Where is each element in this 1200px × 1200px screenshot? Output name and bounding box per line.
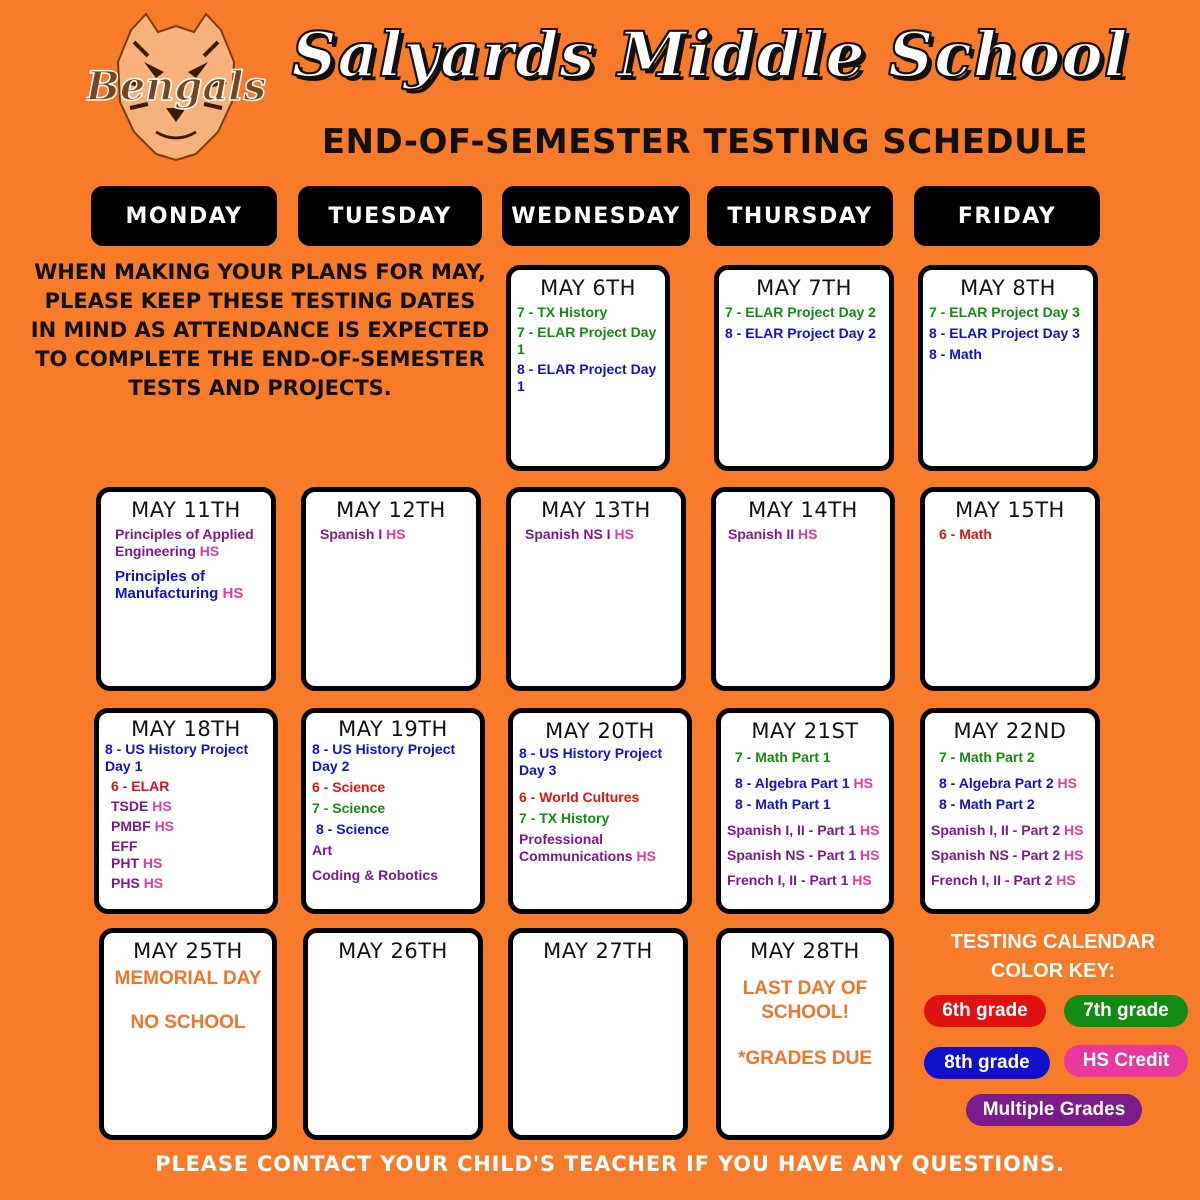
card-entry: 8 - US History Project Day 2: [312, 741, 456, 774]
day-card-may20: [508, 708, 692, 914]
header-tuesday: TUESDAY: [298, 186, 482, 246]
card-date: MAY 21ST: [751, 719, 859, 743]
day-card-may11: [96, 487, 276, 691]
card-date: MAY 8TH: [960, 276, 1056, 300]
hs-tag: HS: [1064, 822, 1084, 838]
day-card-may22: [920, 708, 1100, 914]
key-multiple-grades: Multiple Grades: [966, 1094, 1142, 1126]
day-card-may19: [301, 708, 485, 914]
card-date: MAY 18TH: [131, 717, 241, 741]
footer-message: PLEASE CONTACT YOUR CHILD'S TEACHER IF YOU HAVE ANY QUESTIONS.: [155, 1152, 1065, 1176]
card-entry: 8 - ELAR Project Day 1: [517, 361, 657, 394]
card-date: MAY 28TH: [750, 939, 860, 963]
grades-due-note: *GRADES DUE: [737, 1048, 873, 1069]
header-thursday: THURSDAY: [707, 186, 893, 246]
card-date: MAY 22ND: [953, 719, 1067, 743]
card-entry: Spanish I, II - Part 2 HS: [931, 822, 1084, 838]
holiday-note: MEMORIAL DAY: [114, 968, 262, 989]
day-card-may12: [301, 487, 481, 691]
card-entry: 8 - Science: [316, 821, 390, 837]
hs-tag: HS: [636, 848, 656, 864]
hs-tag: HS: [143, 875, 164, 891]
hs-tag: HS: [798, 526, 818, 542]
day-card-may8: [918, 265, 1098, 471]
hs-tag: HS: [154, 818, 175, 834]
card-entry: 8 - ELAR Project Day 3: [929, 325, 1080, 341]
page-title: Salyards Middle School: [291, 18, 1129, 91]
card-entry: 7 - TX History: [519, 810, 610, 826]
card-entry: Spanish I, II - Part 1 HS: [727, 822, 880, 838]
card-entry: 7 - ELAR Project Day 2: [725, 304, 876, 320]
card-entry: Principles of Manufacturing HS: [115, 568, 244, 602]
card-entry: PHS HS: [111, 875, 164, 891]
day-card-may21: [716, 708, 894, 914]
hs-tag: HS: [852, 872, 872, 888]
card-date: MAY 7TH: [756, 276, 852, 300]
card-date: MAY 20TH: [545, 719, 655, 743]
card-date: MAY 11TH: [131, 498, 241, 522]
card-entry: Spanish NS I HS: [525, 526, 634, 542]
card-entry: 8 - Math Part 1: [735, 796, 831, 812]
card-entry: 6 - ELAR: [111, 778, 170, 794]
key-6th-grade: 6th grade: [924, 995, 1046, 1027]
last-day-note: LAST DAY OF SCHOOL!: [742, 978, 868, 1023]
color-key-title: TESTING CALENDAR COLOR KEY:: [950, 931, 1156, 982]
hs-tag: HS: [860, 847, 880, 863]
card-date: MAY 15TH: [955, 498, 1065, 522]
card-date: MAY 25TH: [133, 939, 243, 963]
key-hs-credit: HS Credit: [1064, 1045, 1188, 1077]
header-wednesday: WEDNESDAY: [502, 186, 690, 246]
day-card-may18: [94, 708, 278, 914]
card-entry: 7 - Science: [312, 800, 386, 816]
hs-tag: HS: [222, 585, 244, 602]
card-entry: Spanish II HS: [728, 526, 818, 542]
card-entry: Spanish NS - Part 1 HS: [727, 847, 880, 863]
intro-message: WHEN MAKING YOUR PLANS FOR MAY, PLEASE KEEP THESE TESTING DATES IN MIND AS ATTENDANCE IS EXPECTED TO COMPLETE THE END-OF-SEMESTER TESTS AND PROJECTS.: [30, 260, 490, 400]
card-entry: French I, II - Part 2 HS: [931, 872, 1076, 888]
day-card-may25: [99, 928, 277, 1140]
card-entry: Art: [312, 842, 333, 858]
header-friday: FRIDAY: [914, 186, 1100, 246]
card-entry: PMBF HS: [111, 818, 175, 834]
card-entry: 8 - Algebra Part 1 HS: [735, 775, 873, 791]
card-entry: Coding & Robotics: [312, 867, 438, 883]
day-card-may7: [714, 265, 894, 471]
hs-tag: HS: [142, 855, 163, 871]
card-entry: 7 - ELAR Project Day 3: [929, 304, 1080, 320]
day-card-may27: [508, 928, 688, 1140]
card-entry: 7 - TX History: [517, 304, 608, 320]
page-subtitle: END-OF-SEMESTER TESTING SCHEDULE: [321, 122, 1089, 162]
card-entry: Principles of Applied Engineering HS: [115, 526, 254, 559]
card-entry: 8 - ELAR Project Day 2: [725, 325, 876, 341]
hs-tag: HS: [1056, 872, 1076, 888]
day-card-may6: [506, 265, 670, 471]
card-entry: TSDE HS: [111, 798, 172, 814]
card-entry: 7 - ELAR Project Day 1: [517, 324, 657, 357]
card-entry: 8 - Algebra Part 2 HS: [939, 775, 1077, 791]
day-card-may15: [920, 487, 1100, 691]
card-date: MAY 13TH: [541, 498, 651, 522]
card-entry: French I, II - Part 1 HS: [727, 872, 872, 888]
card-date: MAY 14TH: [748, 498, 858, 522]
day-card-may26: [303, 928, 483, 1140]
card-entry: 6 - Science: [312, 779, 386, 795]
day-card-may13: [506, 487, 686, 691]
card-entry: Spanish NS - Part 2 HS: [931, 847, 1084, 863]
card-date: MAY 26TH: [338, 939, 448, 963]
hs-tag: HS: [199, 543, 220, 559]
hs-tag: HS: [614, 526, 634, 542]
card-entry: 8 - Math: [929, 346, 982, 362]
hs-tag: HS: [860, 822, 880, 838]
day-card-may28: [716, 928, 894, 1140]
key-7th-grade: 7th grade: [1064, 995, 1188, 1027]
card-date: MAY 19TH: [338, 717, 448, 741]
hs-tag: HS: [853, 775, 873, 791]
card-entry: PHT HS: [111, 855, 163, 871]
card-entry: 7 - Math Part 1: [735, 749, 831, 765]
card-entry: 7 - Math Part 2: [939, 749, 1035, 765]
key-8th-grade: 8th grade: [924, 1047, 1050, 1079]
logo-text: Bengals: [86, 63, 266, 110]
card-date: MAY 6TH: [540, 276, 636, 300]
card-entry: 8 - US History Project Day 3: [519, 745, 663, 778]
hs-tag: HS: [386, 526, 406, 542]
hs-tag: HS: [1057, 775, 1077, 791]
header-monday: MONDAY: [91, 186, 277, 246]
day-card-may14: [711, 487, 895, 691]
hs-tag: HS: [1064, 847, 1084, 863]
hs-tag: HS: [152, 798, 172, 814]
card-entry: Professional Communications HS: [519, 831, 656, 864]
card-date: MAY 27TH: [543, 939, 653, 963]
card-entry: 6 - Math: [939, 526, 992, 542]
card-entry: 6 - World Cultures: [519, 789, 640, 805]
card-entry: 8 - US History Project Day 1: [105, 741, 249, 774]
card-entry: 8 - Math Part 2: [939, 796, 1035, 812]
card-entry: Spanish I HS: [320, 526, 406, 542]
no-school-note: NO SCHOOL: [130, 1012, 246, 1033]
card-entry: EFF: [111, 838, 138, 854]
card-date: MAY 12TH: [336, 498, 446, 522]
school-logo: [86, 12, 266, 162]
